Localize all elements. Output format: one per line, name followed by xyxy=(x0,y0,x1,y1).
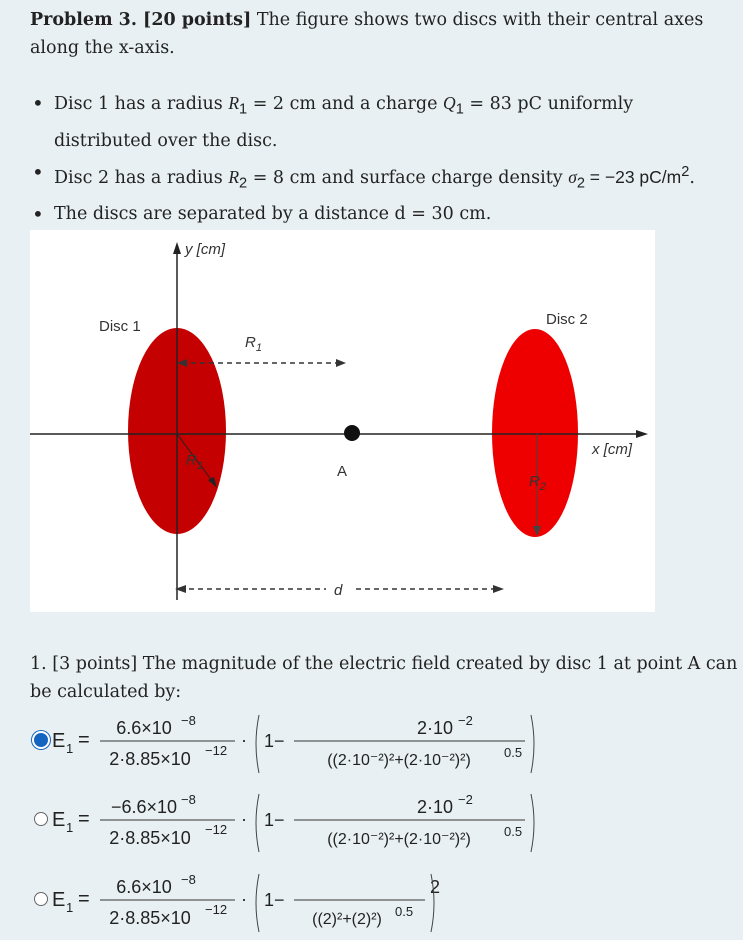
list-item: • Disc 1 has a radius $R_1 = 2$ cm and a charge $Q_1 = 83$ pC uniformly distributed over the disc. xyxy=(30,88,735,157)
x-axis-arrow xyxy=(636,430,648,438)
inner-denominator: ((2·10⁻²)²+(2·10⁻²)²) xyxy=(327,831,471,848)
inner-denominator: ((2·10⁻²)²+(2·10⁻²)²) xyxy=(327,752,471,769)
inner-denominator: ((2)²+(2)²) xyxy=(312,911,382,928)
inner-denominator-exponent: 0.5 xyxy=(504,824,523,839)
r1-inner-label: $R_1$ xyxy=(186,452,203,472)
denominator: 2·8.85×10 xyxy=(109,828,191,848)
inner-numerator-exponent: −2 xyxy=(458,792,473,807)
one-minus: 1− xyxy=(264,890,285,910)
radio-selected[interactable] xyxy=(34,733,48,747)
left-paren xyxy=(256,874,259,932)
problem-statement xyxy=(30,6,735,62)
y-axis-arrow xyxy=(173,242,181,254)
numerator-exponent: −8 xyxy=(181,713,196,728)
multiply-dot: · xyxy=(241,730,247,750)
point-a-label: A xyxy=(337,463,348,480)
numerator: 6.6×10 xyxy=(116,877,172,897)
y-axis-label: y [cm] xyxy=(185,241,225,258)
multiply-dot: · xyxy=(241,889,247,909)
list-item: • Disc 2 has a radius $R_2 = 8$ cm and surface charge density $\sigma_2 = -23$ $pC/m^2$. xyxy=(30,157,735,199)
lhs-symbol: E xyxy=(52,730,66,752)
problem-intro: The figure shows two discs with their central axes along the x-axis. xyxy=(30,10,704,58)
d-arrow-right xyxy=(493,585,504,593)
one-minus: 1− xyxy=(264,810,285,830)
denominator-exponent: −12 xyxy=(205,902,228,917)
denominator-exponent: −12 xyxy=(205,822,228,837)
question-1-text: 1. [3 points] The magnitude of the electric field created by disc 1 at point A can be calculated by: xyxy=(30,654,738,702)
inner-numerator-exponent: −2 xyxy=(458,713,473,728)
discs-figure xyxy=(30,230,655,612)
denominator: 2·8.85×10 xyxy=(109,908,191,928)
given-list xyxy=(30,88,735,230)
lhs-symbol: E xyxy=(52,809,66,831)
numerator: 6.6×10 xyxy=(116,718,172,738)
inner-denominator-exponent: 0.5 xyxy=(395,904,414,919)
radio-unselected[interactable] xyxy=(34,892,48,906)
d-label: d xyxy=(334,582,343,599)
multiply-dot: · xyxy=(241,809,247,829)
numerator-exponent: −8 xyxy=(181,872,196,887)
equation xyxy=(50,866,560,940)
left-paren xyxy=(256,715,259,773)
inner-numerator: 2 xyxy=(429,877,441,897)
r1-top-label: $R_1$ xyxy=(245,334,262,354)
inner-numerator: 2·10 xyxy=(416,718,454,738)
inner-denominator-exponent: 0.5 xyxy=(504,745,523,760)
radio-unselected[interactable] xyxy=(34,812,48,826)
answer-option[interactable] xyxy=(34,786,554,860)
equals-sign: = xyxy=(78,888,90,910)
problem-heading: Problem 3. [20 points] xyxy=(30,10,252,30)
lhs-subscript: 1 xyxy=(66,900,74,915)
denominator-exponent: −12 xyxy=(205,743,228,758)
answer-option[interactable] xyxy=(34,866,554,940)
equals-sign: = xyxy=(78,808,90,830)
discs-diagram xyxy=(30,230,655,612)
numerator-exponent: −8 xyxy=(181,792,196,807)
disc-2 xyxy=(492,329,578,537)
list-item: • The discs are separated by a distance d = 30 cm. xyxy=(30,199,735,230)
right-paren xyxy=(531,794,534,852)
numerator: −6.6×10 xyxy=(110,797,178,817)
inner-numerator: 2·10 xyxy=(416,797,454,817)
disc-1-label: Disc 1 xyxy=(99,318,141,335)
lhs-subscript: 1 xyxy=(66,741,74,756)
point-a xyxy=(344,425,360,441)
lhs-symbol: E xyxy=(52,889,66,911)
r2-label: $R_2$ xyxy=(529,473,546,493)
equation xyxy=(50,786,560,860)
x-axis-label: x [cm] xyxy=(592,441,632,458)
equals-sign: = xyxy=(78,729,90,751)
left-paren xyxy=(256,794,259,852)
equation xyxy=(50,707,560,781)
r1-top-arrow-right xyxy=(336,359,346,367)
one-minus: 1− xyxy=(264,731,285,751)
denominator: 2·8.85×10 xyxy=(109,749,191,769)
right-paren xyxy=(531,715,534,773)
disc-2-label: Disc 2 xyxy=(546,311,588,328)
answer-option[interactable] xyxy=(34,707,554,781)
lhs-subscript: 1 xyxy=(66,820,74,835)
